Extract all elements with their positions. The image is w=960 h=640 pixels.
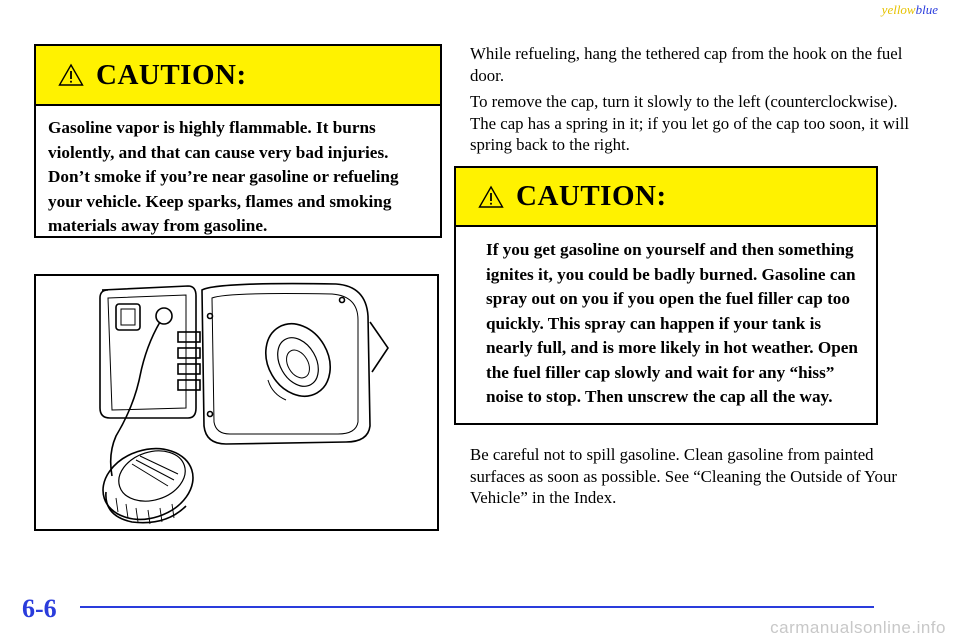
color-tag [882,2,938,18]
color-tag-yellow: yellow [881,2,916,17]
caution-header [36,46,440,106]
caution-box-vapor [34,44,442,238]
warning-triangle-icon [58,63,84,87]
footer-rule [80,606,874,608]
remove-cap-text: To remove the cap, turn it slowly to the left (counterclockwise). The cap has a spring in it; if you let go of the cap too soon, it will spring back to the right. [470,92,910,154]
caution-text: If you get gasoline on yourself and then something ignites it, you could be badly burned. Gasoline can spray out on you if you open the fuel filler cap too quickly. This spray can happen if your tank is nearly full, and is more likely in hot weather. Open the fuel filler cap slowly and wait for any “hiss” noise to stop. Then unscrew the cap all the way. [486,240,858,406]
fuel-door-illustration [34,274,439,531]
caution-text: Gasoline vapor is highly flammable. It burns violently, and that can cause very bad injuries. Don’t smoke if you’re near gasoline or refueling your vehicle. Keep sparks, flames and smoking materials away from gasoline. [48,118,399,235]
color-tag-blue: blue [915,2,938,17]
warning-triangle-icon [478,185,504,209]
caution-header [456,168,876,227]
watermark: carmanualsonline.info [770,618,946,637]
refuel-hang-cap-text: While refueling, hang the tethered cap from the hook on the fuel door. [470,44,903,85]
fuel-cap-drawing [36,276,437,529]
spill-warning-text: Be careful not to spill gasoline. Clean gasoline from painted surfaces as soon as possible. See “Cleaning the Outside of Your Vehicle” in the Index. [470,445,897,507]
caution-box-burn [454,166,878,425]
page-number: 6-6 [22,594,57,623]
caution-title: CAUTION: [516,180,667,212]
caution-title: CAUTION: [96,58,247,91]
